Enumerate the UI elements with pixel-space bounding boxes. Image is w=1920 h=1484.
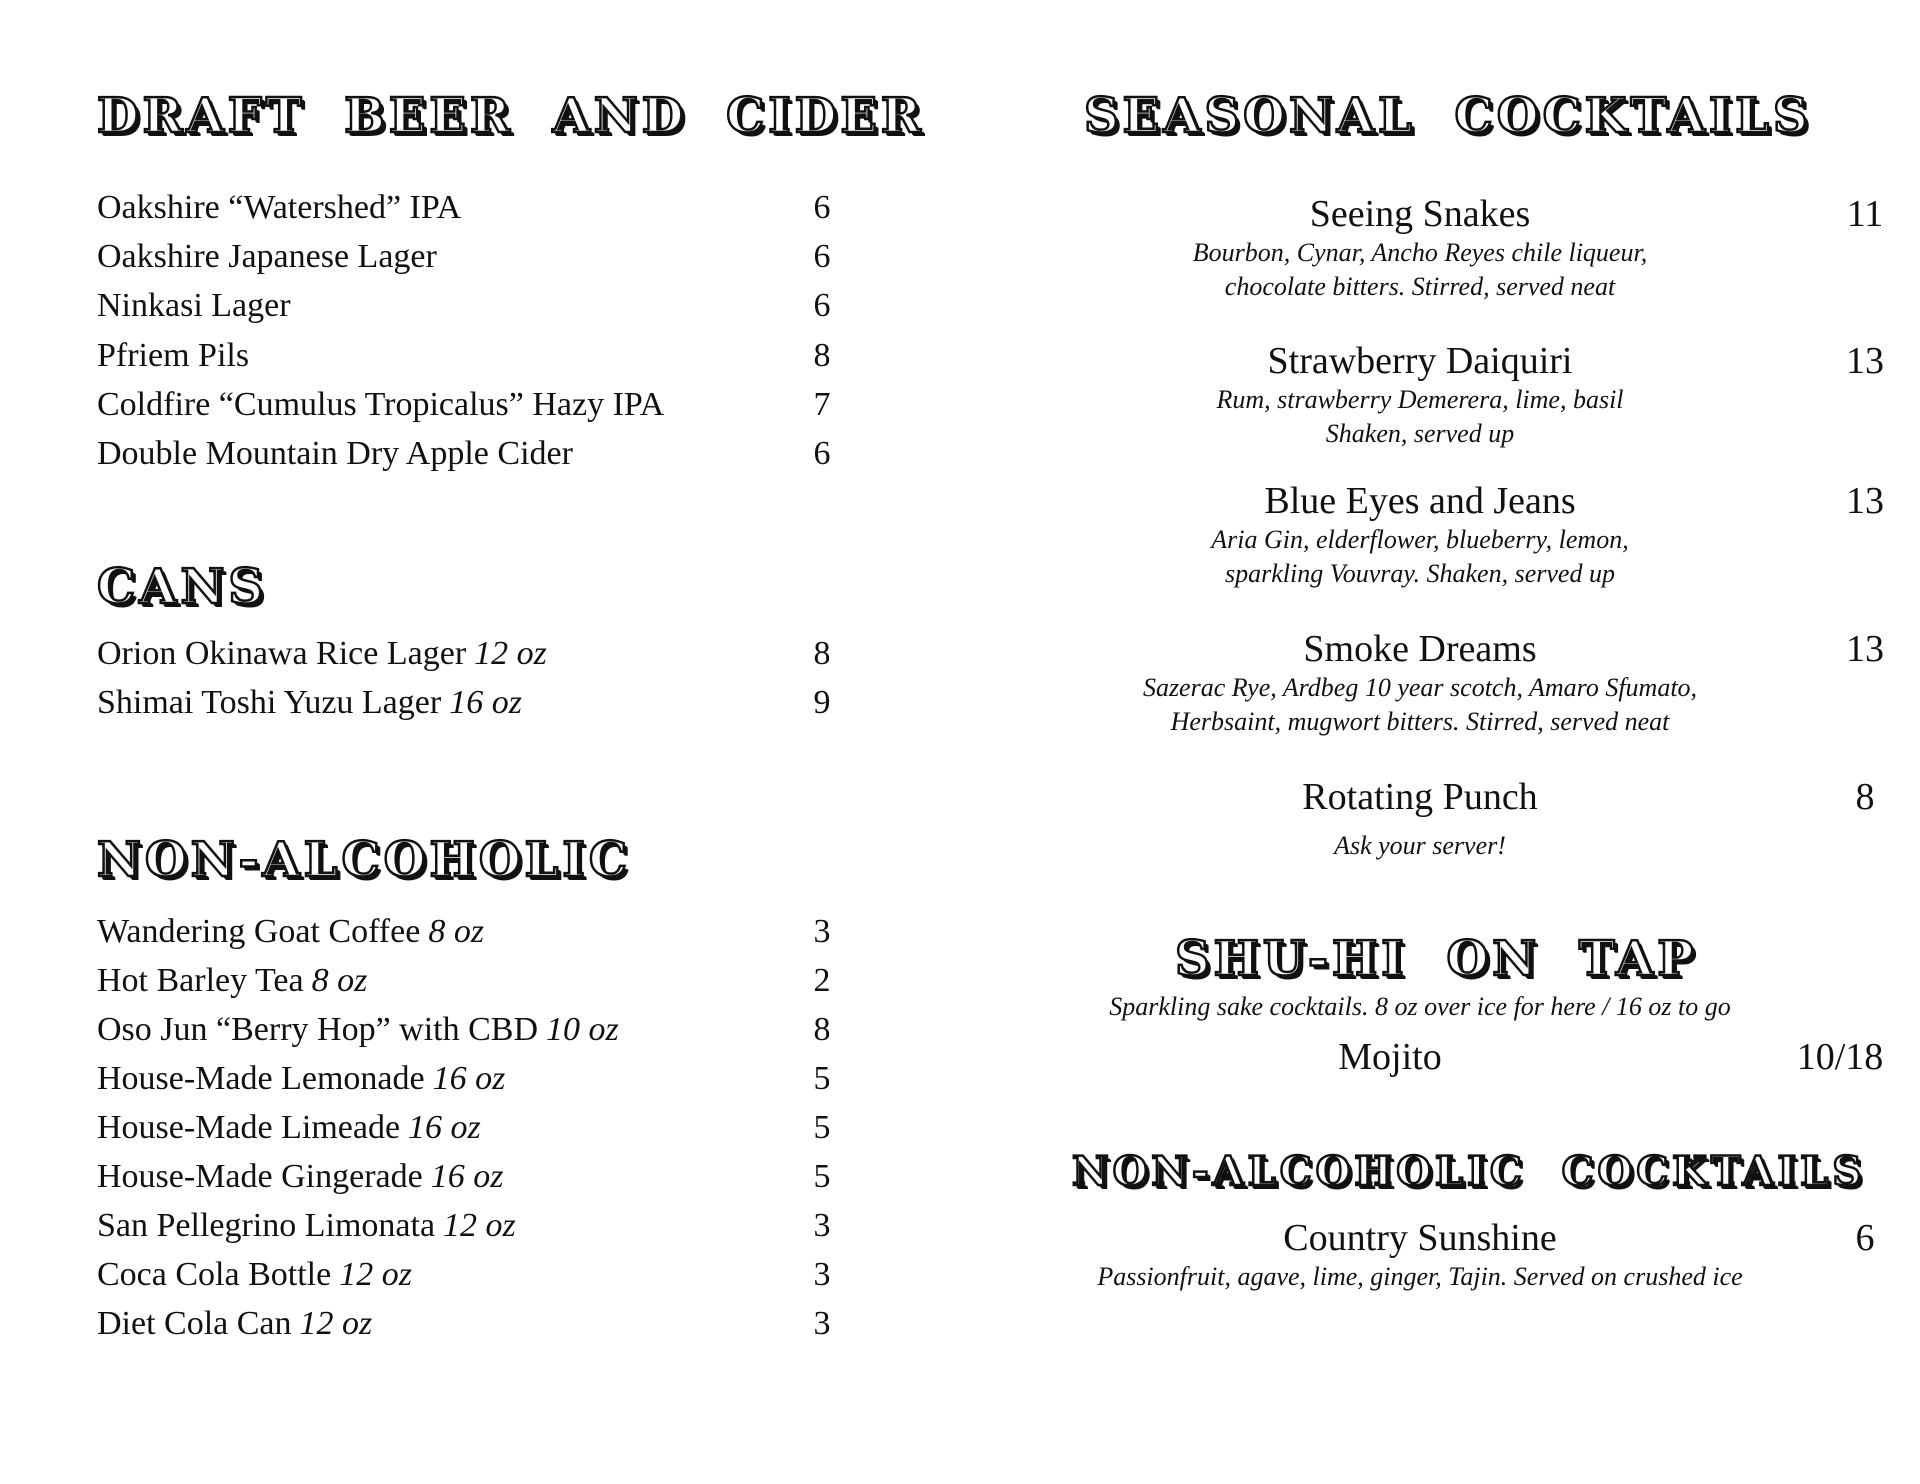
item-price: 5 [813,1109,831,1146]
seasonal-heading: SEASONAL COCKTAILS [1084,88,1812,144]
list-item [97,1104,837,1152]
list-item [97,1006,837,1054]
item-name: Ninkasi Lager [97,287,291,324]
cocktail-name: Rotating Punch [1302,776,1538,818]
item-price: 8 [813,1011,831,1048]
cocktail-desc-line: Bourbon, Cynar, Ancho Reyes chile liqueur, [1192,238,1648,267]
item-price: 6 [813,287,831,324]
cocktail-desc-line: Rum, strawberry Demerera, lime, basil [1216,385,1624,414]
item-name: Oso Jun “Berry Hop” with CBD [97,1011,539,1048]
list-item [97,282,837,330]
list-item [97,1153,837,1201]
cocktail-price: 8 [1855,776,1875,818]
item-price: 8 [813,635,831,672]
item-price: 3 [813,1305,831,1342]
shuhi-heading: SHU-HI ON TAP [1175,931,1698,987]
item-price: 6 [813,238,831,275]
list-item [97,233,837,281]
item-name: Coldfire “Cumulus Tropicalus” Hazy IPA [97,386,665,423]
item-name: Oakshire “Watershed” IPA [97,189,462,226]
cocktail-name: Blue Eyes and Jeans [1264,480,1576,522]
item-size: 12 oz [299,1305,373,1342]
item-name: House-Made Gingerade [97,1158,423,1195]
cocktail-desc-line: Aria Gin, elderflower, blueberry, lemon, [1211,525,1629,554]
cocktail-name: Smoke Dreams [1303,628,1537,670]
item-name: Orion Okinawa Rice Lager [97,635,467,672]
item-price: 6 [813,435,831,472]
item-price: 8 [813,337,831,374]
cans-heading: CANS [97,559,267,615]
item-size: 12 oz [443,1207,516,1244]
list-item [97,184,837,232]
cocktail-price: 6 [1855,1217,1875,1259]
cocktail-price: 10/18 [1796,1036,1884,1078]
item-price: 3 [813,1207,831,1244]
item-size: 16 oz [432,1060,506,1097]
draft-heading: DRAFT BEER AND CIDER [97,88,925,144]
item-name: Hot Barley Tea [97,962,304,999]
cocktail-desc-line: Sazerac Rye, Ardbeg 10 year scotch, Amaro Sfumato, [1142,673,1698,702]
list-item [97,1055,837,1103]
list-item [97,908,837,956]
list-item [97,957,837,1005]
item-name: Oakshire Japanese Lager [97,238,437,275]
item-size: 10 oz [546,1011,619,1048]
item-name: House-Made Limeade [97,1109,401,1146]
item-name: Coca Cola Bottle [97,1256,332,1293]
item-size: 12 oz [339,1256,412,1293]
item-size: 16 oz [449,684,522,721]
cocktail-desc-line: Ask your server! [1334,831,1506,860]
item-price: 3 [813,913,831,950]
cocktail-desc-line: Shaken, served up [1325,419,1515,448]
item-name: Diet Cola Can [97,1305,292,1342]
list-item [97,630,837,678]
list-item [97,679,837,727]
list-item [97,1202,837,1250]
list-item [97,430,837,478]
item-price: 9 [813,684,831,721]
item-name: San Pellegrino Limonata [97,1207,436,1244]
item-size: 8 oz [428,913,485,950]
cocktail-desc-line: chocolate bitters. Stirred, served neat [1224,272,1616,301]
item-name: Pfriem Pils [97,337,250,374]
list-item [97,332,837,380]
cocktail-name: Country Sunshine [1283,1217,1557,1259]
list-item [97,1251,837,1299]
item-name: House-Made Lemonade [97,1060,425,1097]
list-item [97,1300,837,1348]
item-size: 16 oz [408,1109,481,1146]
cocktail-name: Mojito [1338,1036,1442,1078]
item-price: 2 [813,962,831,999]
item-price: 5 [813,1060,831,1097]
cocktail-name: Strawberry Daiquiri [1267,340,1573,382]
item-name: Shimai Toshi Yuzu Lager [97,684,442,721]
item-name: Wandering Goat Coffee [97,913,421,950]
cocktail-desc-line: Passionfruit, agave, lime, ginger, Tajin. Served on crushed ice [1097,1262,1743,1291]
non-alcoholic-heading: NON-ALCOHOLIC [97,832,632,888]
item-price: 6 [813,189,831,226]
item-price: 3 [813,1256,831,1293]
item-price: 7 [813,386,831,423]
cocktail-desc-line: Herbsaint, mugwort bitters. Stirred, served neat [1170,707,1670,736]
cocktail-desc-line: sparkling Vouvray. Shaken, served up [1225,559,1615,588]
item-size: 16 oz [430,1158,504,1195]
cocktail-name: Seeing Snakes [1309,193,1531,235]
item-name: Double Mountain Dry Apple Cider [97,435,573,472]
cocktail-price: 13 [1846,480,1884,522]
cocktail-price: 11 [1846,193,1884,235]
cocktail-price: 13 [1846,340,1884,382]
list-item [97,381,837,429]
shuhi-note: Sparkling sake cocktails. 8 oz over ice for here / 16 oz to go [1109,992,1731,1021]
item-price: 5 [813,1158,831,1195]
item-size: 12 oz [474,635,547,672]
na-cocktails-heading: NON-ALCOHOLIC COCKTAILS [1072,1148,1866,1195]
item-size: 8 oz [311,962,368,999]
cocktail-price: 13 [1846,628,1884,670]
